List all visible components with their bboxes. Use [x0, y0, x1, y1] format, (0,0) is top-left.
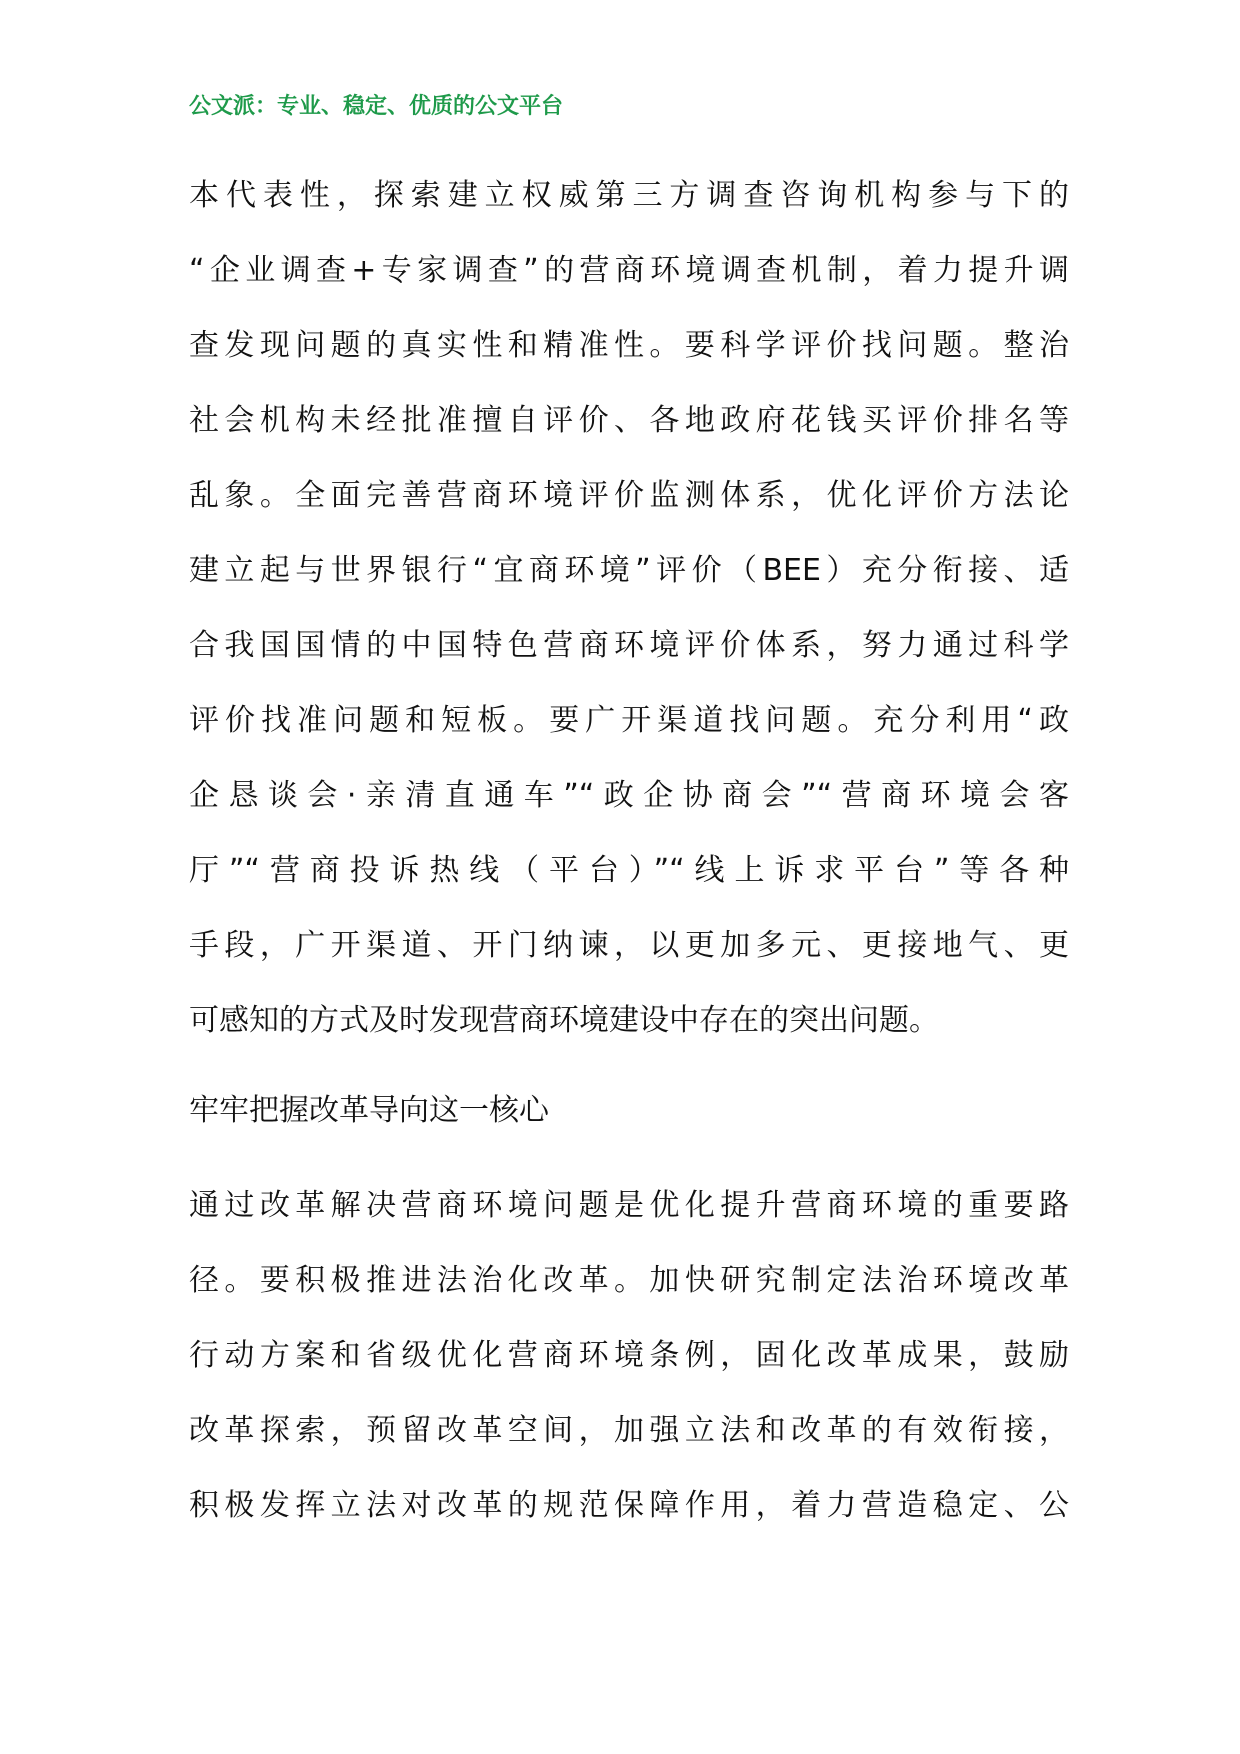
paragraph-1 [189, 158, 1069, 1058]
paragraph-line: 企恳谈会·亲清直通车”“政企协商会”“营商环境会客 [189, 778, 1069, 813]
paragraph-line: 行动方案和省级优化营商环境条例，固化改革成果，鼓励 [189, 1338, 1069, 1373]
paragraph-line: 改革探索，预留改革空间，加强立法和改革的有效衔接， [189, 1413, 1069, 1448]
paragraph-line: 通过改革解决营商环境问题是优化提升营商环境的重要路 [189, 1188, 1069, 1223]
paragraph-line: 建立起与世界银行“宜商环境”评价（BEE）充分衔接、适 [189, 553, 1069, 588]
page-header: 公文派：专业、稳定、优质的公文平台 [189, 93, 564, 119]
paragraph-line: 径。要积极推进法治化改革。加快研究制定法治环境改革 [189, 1263, 1069, 1298]
paragraph-line: 乱象。全面完善营商环境评价监测体系，优化评价方法论 [189, 478, 1069, 513]
paragraph-line: 本代表性，探索建立权威第三方调查咨询机构参与下的 [189, 178, 1069, 213]
paragraph-line: “企业调查+专家调查”的营商环境调查机制，着力提升调 [189, 253, 1069, 288]
paragraph-line: 厅”“营商投诉热线（平台）”“线上诉求平台”等各种 [189, 853, 1069, 888]
paragraph-line: 积极发挥立法对改革的规范保障作用，着力营造稳定、公 [189, 1488, 1069, 1523]
paragraph-line: 查发现问题的真实性和精准性。要科学评价找问题。整治 [189, 328, 1069, 363]
paragraph-line: 合我国国情的中国特色营商环境评价体系，努力通过科学 [189, 628, 1069, 663]
paragraph-line: 可感知的方式及时发现营商环境建设中存在的突出问题。 [189, 1003, 939, 1038]
paragraph-line: 社会机构未经批准擅自评价、各地政府花钱买评价排名等 [189, 403, 1069, 438]
section-subheading: 牢牢把握改革导向这一核心 [189, 1093, 549, 1128]
paragraph-2 [189, 1168, 1069, 1543]
paragraph-line: 评价找准问题和短板。要广开渠道找问题。充分利用“政 [189, 703, 1069, 738]
paragraph-line: 手段，广开渠道、开门纳谏，以更加多元、更接地气、更 [189, 928, 1069, 963]
